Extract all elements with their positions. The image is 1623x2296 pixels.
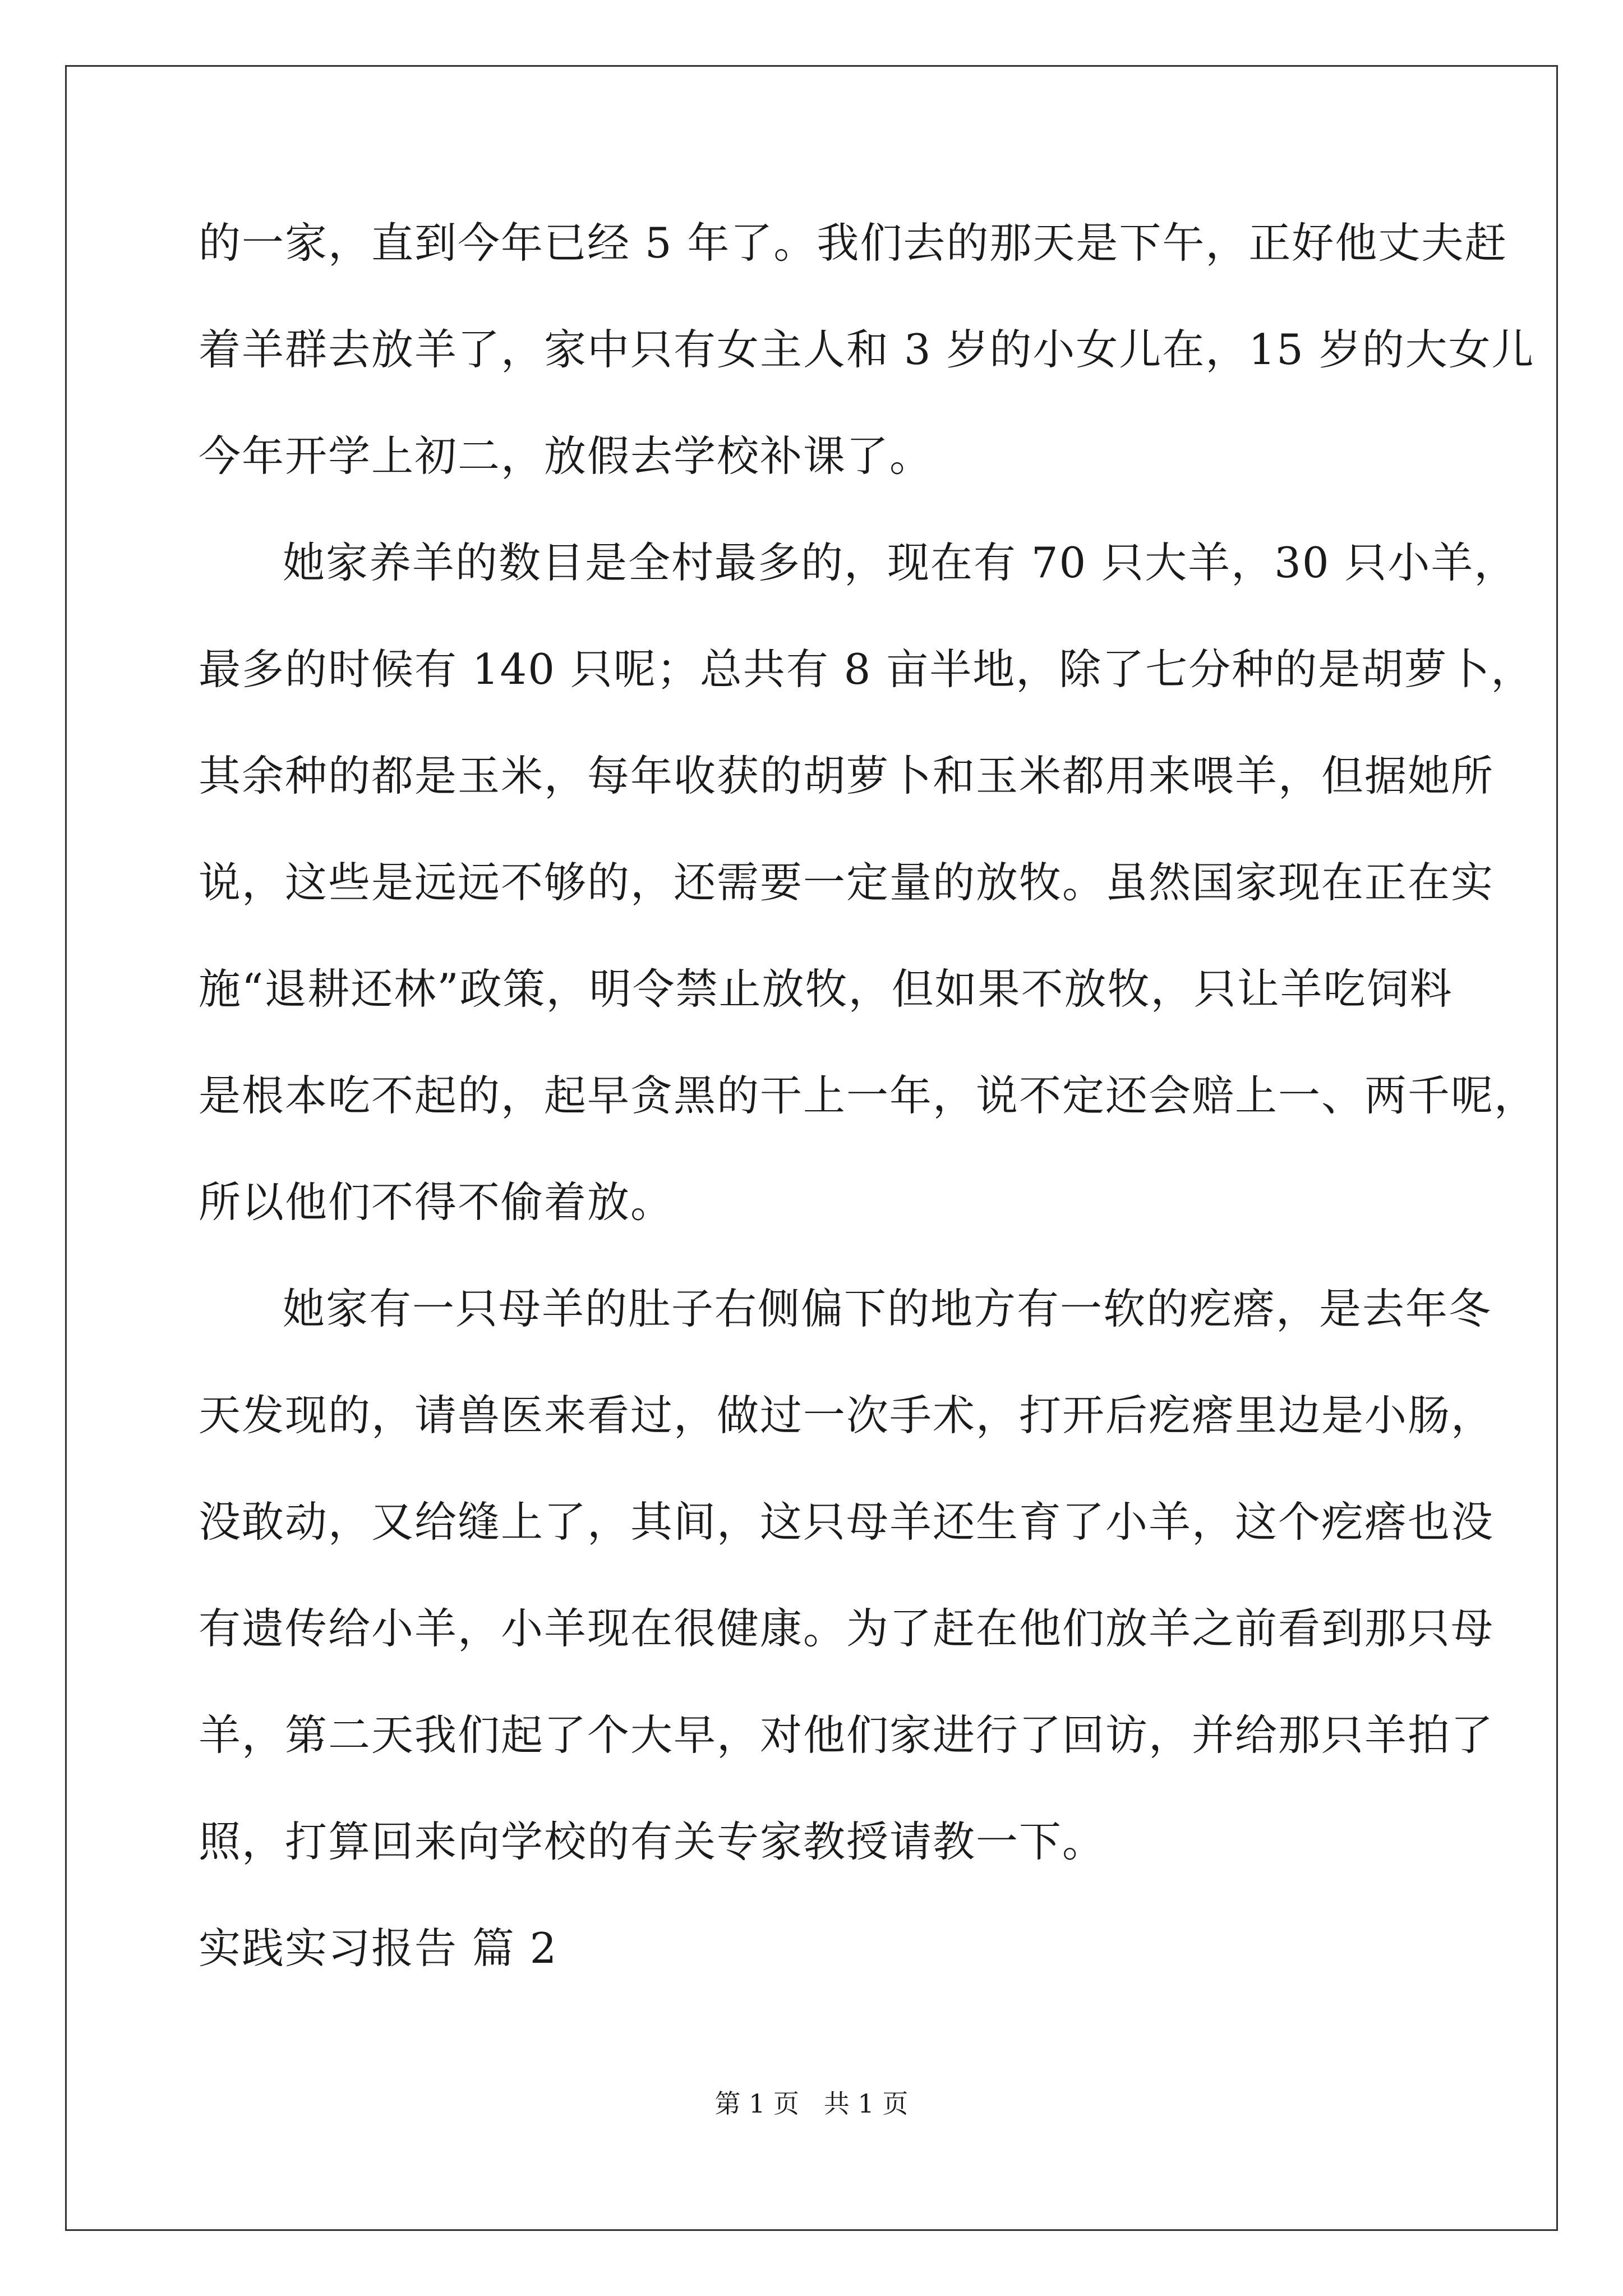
page-border [65,65,1558,2231]
text-line-13: 没敢动，又给缝上了，其间，这只母羊还生育了小羊，这个疙瘩也没 [199,1497,1495,1547]
text-line-3: 今年开学上初二，放假去学校补课了。 [199,431,933,481]
text-line-5: 最多的时候有 140 只呢；总共有 8 亩半地，除了七分种的是胡萝卜， [199,645,1534,694]
text-line-2: 着羊群去放羊了，家中只有女主人和 3 岁的小女儿在，15 岁的大女儿 [199,325,1535,374]
paragraph-indent-line-11: 她家有一只母羊的肚子右侧偏下的地方有一软的疙瘩，是去年冬 [283,1284,1492,1333]
text-line-9: 是根本吃不起的，起早贪黑的干上一年，说不定还会赔上一、两千呢， [199,1071,1538,1120]
text-line-14: 有遗传给小羊，小羊现在很健康。为了赶在他们放羊之前看到那只母 [199,1604,1495,1653]
text-line-8: 施“退耕还林”政策，明令禁止放牧，但如果不放牧，只让羊吃饲料 [199,964,1453,1014]
section-heading: 实践实习报告 篇 2 [199,1924,558,1973]
text-line-15: 羊，第二天我们起了个大早，对他们家进行了回访，并给那只羊拍了 [199,1710,1495,1760]
text-line-16: 照，打算回来向学校的有关专家教授请教一下。 [199,1817,1106,1866]
text-line-7: 说，这些是远远不够的，还需要一定量的放牧。虽然国家现在正在实 [199,858,1495,907]
page-footer: 第 1 页 共 1 页 [714,2088,909,2119]
text-line-1: 的一家，直到今年已经 5 年了。我们去的那天是下午，正好他丈夫赶 [199,218,1508,268]
text-line-12: 天发现的，请兽医来看过，做过一次手术，打开后疙瘩里边是小肠， [199,1391,1495,1440]
text-line-6: 其余种的都是玉米，每年收获的胡萝卜和玉米都用来喂羊，但据她所 [199,751,1495,800]
text-line-10: 所以他们不得不偷着放。 [199,1177,674,1227]
paragraph-indent-line-4: 她家养羊的数目是全村最多的，现在有 70 只大羊，30 只小羊， [283,538,1518,587]
